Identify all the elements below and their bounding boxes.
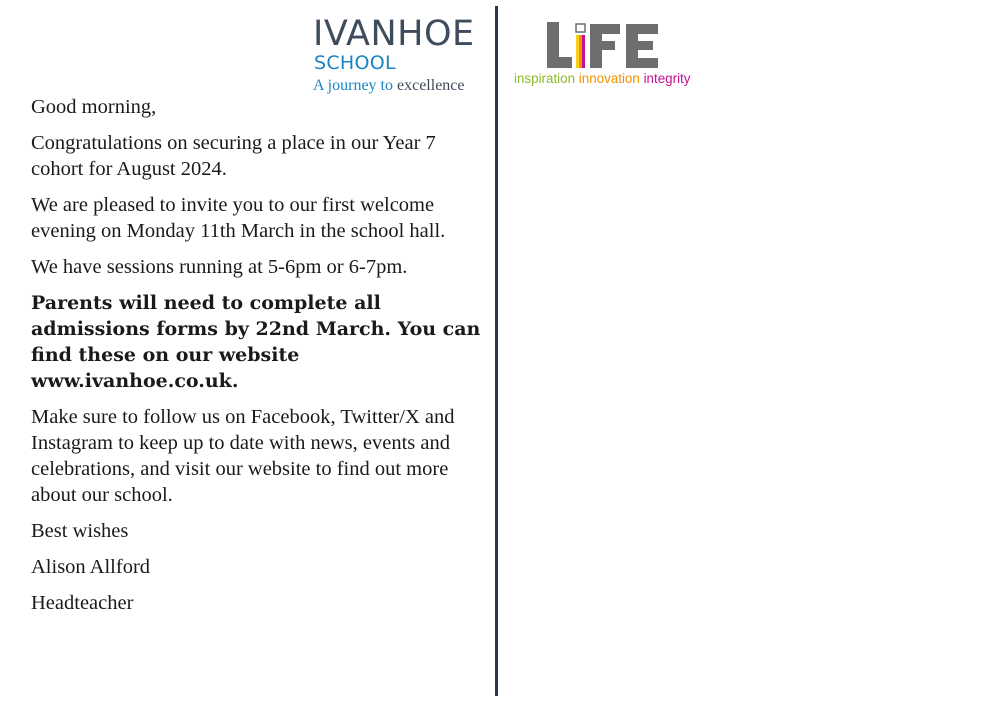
life-wordmark-icon: [547, 22, 663, 70]
life-tagline-inspiration: inspiration: [514, 71, 576, 86]
letter-body: [31, 94, 483, 626]
letter-greeting: Good morning,: [31, 96, 157, 118]
letter-signature-name: Alison Allford: [31, 556, 151, 578]
letter-paragraph-congratulations: Congratulations on securing a place in our Year 7 cohort for August 2024.: [31, 132, 436, 180]
letter-signoff: Best wishes: [31, 520, 129, 542]
ivanhoe-logo-school: SCHOOL: [314, 52, 396, 74]
ivanhoe-logo-tagline: [313, 76, 465, 96]
ivanhoe-tagline-part1: A journey to: [313, 77, 393, 94]
ivanhoe-school-logo: [313, 14, 485, 98]
letter-paragraph-invitation: We are pleased to invite you to our first welcome evening on Monday 11th March in the school hall.: [31, 194, 446, 242]
ivanhoe-logo-name: IVANHOE: [313, 14, 475, 54]
life-logo: [514, 20, 704, 90]
letter-signature-title: Headteacher: [31, 592, 134, 614]
letter-paragraph-social: Make sure to follow us on Facebook, Twitter/X and Instagram to keep up to date with news, events and celebrations, and visit our website to find out more about our school.: [31, 406, 455, 506]
life-tagline: [514, 71, 690, 87]
life-tagline-innovation: innovation: [578, 71, 640, 86]
letter-paragraph-admissions: Parents will need to complete all admissions forms by 22nd March. You can find these on our website www.ivanhoe.co.uk.: [31, 292, 481, 392]
ivanhoe-tagline-part2: excellence: [397, 77, 465, 94]
postcard-divider: [495, 6, 498, 696]
letter-paragraph-sessions: We have sessions running at 5-6pm or 6-7pm.: [31, 256, 408, 278]
life-tagline-integrity: integrity: [643, 71, 691, 86]
